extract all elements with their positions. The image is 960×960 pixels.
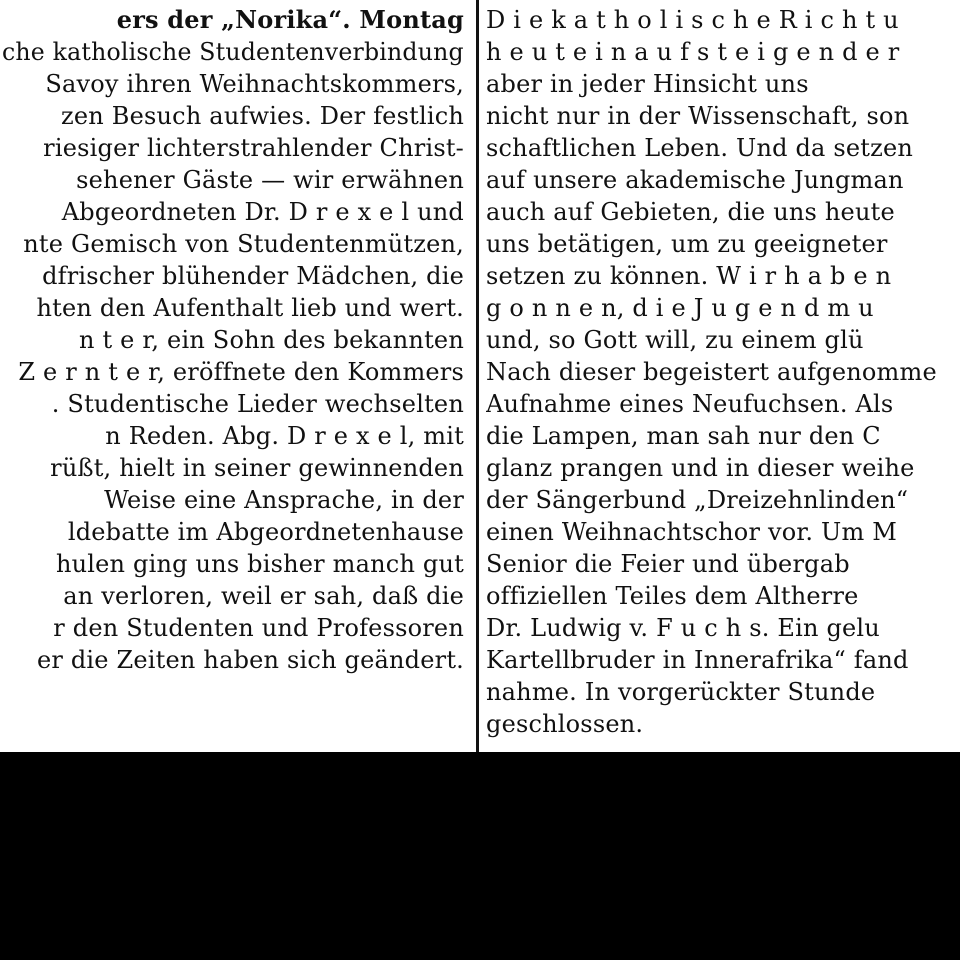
article-headline-line: ers der „Norika“. Montag <box>116 5 464 34</box>
text-line: Dr. Ludwig v. F u c h s. Ein gelu <box>486 614 880 642</box>
left-column <box>0 0 470 752</box>
text-line: setzen zu können. W i r h a b e n <box>486 262 892 290</box>
text-line: n Reden. Abg. D r e x e l, mit <box>105 422 464 450</box>
text-line: r den Studenten und Professoren <box>53 614 464 642</box>
text-line: auch auf Gebieten, die uns heute <box>486 198 895 226</box>
text-line: schaftlichen Leben. Und da setzen <box>486 134 914 162</box>
text-line: nahme. In vorgerückter Stunde <box>486 678 876 706</box>
text-line: Weise eine Ansprache, in der <box>104 486 464 514</box>
text-line: Nach dieser begeistert aufgenomme <box>486 358 937 386</box>
text-line: aber in jeder Hinsicht uns <box>486 70 809 98</box>
text-line: zen Besuch aufwies. Der festlich <box>61 102 464 130</box>
text-line: glanz prangen und in dieser weihe <box>486 454 915 482</box>
text-line: offiziellen Teiles dem Altherre <box>486 582 859 610</box>
text-line: hulen ging uns bisher manch gut <box>55 550 464 578</box>
text-line-spaced: g o n n e n, d i e J u g e n d m u <box>486 294 874 322</box>
text-line: Savoy ihren Weihnachtskommers, <box>45 70 464 98</box>
text-line-spaced: h e u t e i n a u f s t e i g e n d e r <box>486 38 900 66</box>
text-line: geschlossen. <box>486 710 644 738</box>
blank-scan-margin <box>0 752 960 960</box>
text-line: che katholische Studentenverbindung <box>2 38 464 66</box>
text-line: riesiger lichterstrahlender Christ- <box>43 134 464 162</box>
text-line: an verloren, weil er sah, daß die <box>63 582 464 610</box>
text-line: der Sängerbund „Dreizehnlinden“ <box>486 486 909 514</box>
text-line: er die Zeiten haben sich geändert. <box>36 646 464 674</box>
text-line: Aufnahme eines Neufuchsen. Als <box>486 390 894 418</box>
text-line: und, so Gott will, zu einem glü <box>486 326 864 354</box>
column-divider <box>476 0 479 752</box>
text-line: ldebatte im Abgeordnetenhause <box>67 518 464 546</box>
text-line: sehener Gäste — wir erwähnen <box>76 166 464 194</box>
text-line: dfrischer blühender Mädchen, die <box>42 262 464 290</box>
text-line: . Studentische Lieder wechselten <box>51 390 464 418</box>
text-line: nicht nur in der Wissenschaft, son <box>486 102 910 130</box>
text-line: n t e r, ein Sohn des bekannten <box>78 326 464 354</box>
text-line: auf unsere akademische Jungman <box>486 166 904 194</box>
text-line: rüßt, hielt in seiner gewinnenden <box>50 454 464 482</box>
text-line-spaced: D i e k a t h o l i s c h e R i c h t u <box>486 6 899 34</box>
right-column <box>486 0 960 752</box>
text-line: hten den Aufenthalt lieb und wert. <box>36 294 464 322</box>
text-line: uns betätigen, um zu geeigneter <box>486 230 888 258</box>
text-line: einen Weihnachtschor vor. Um M <box>486 518 898 546</box>
text-line: Z e r n t e r, eröffnete den Kommers <box>18 358 464 386</box>
text-line: Senior die Feier und übergab <box>486 550 850 578</box>
text-line: nte Gemisch von Studentenmützen, <box>23 230 464 258</box>
text-line: die Lampen, man sah nur den C <box>486 422 881 450</box>
text-line: Kartellbruder in Innerafrika“ fand <box>486 646 909 674</box>
text-line: Abgeordneten Dr. D r e x e l und <box>61 198 464 226</box>
